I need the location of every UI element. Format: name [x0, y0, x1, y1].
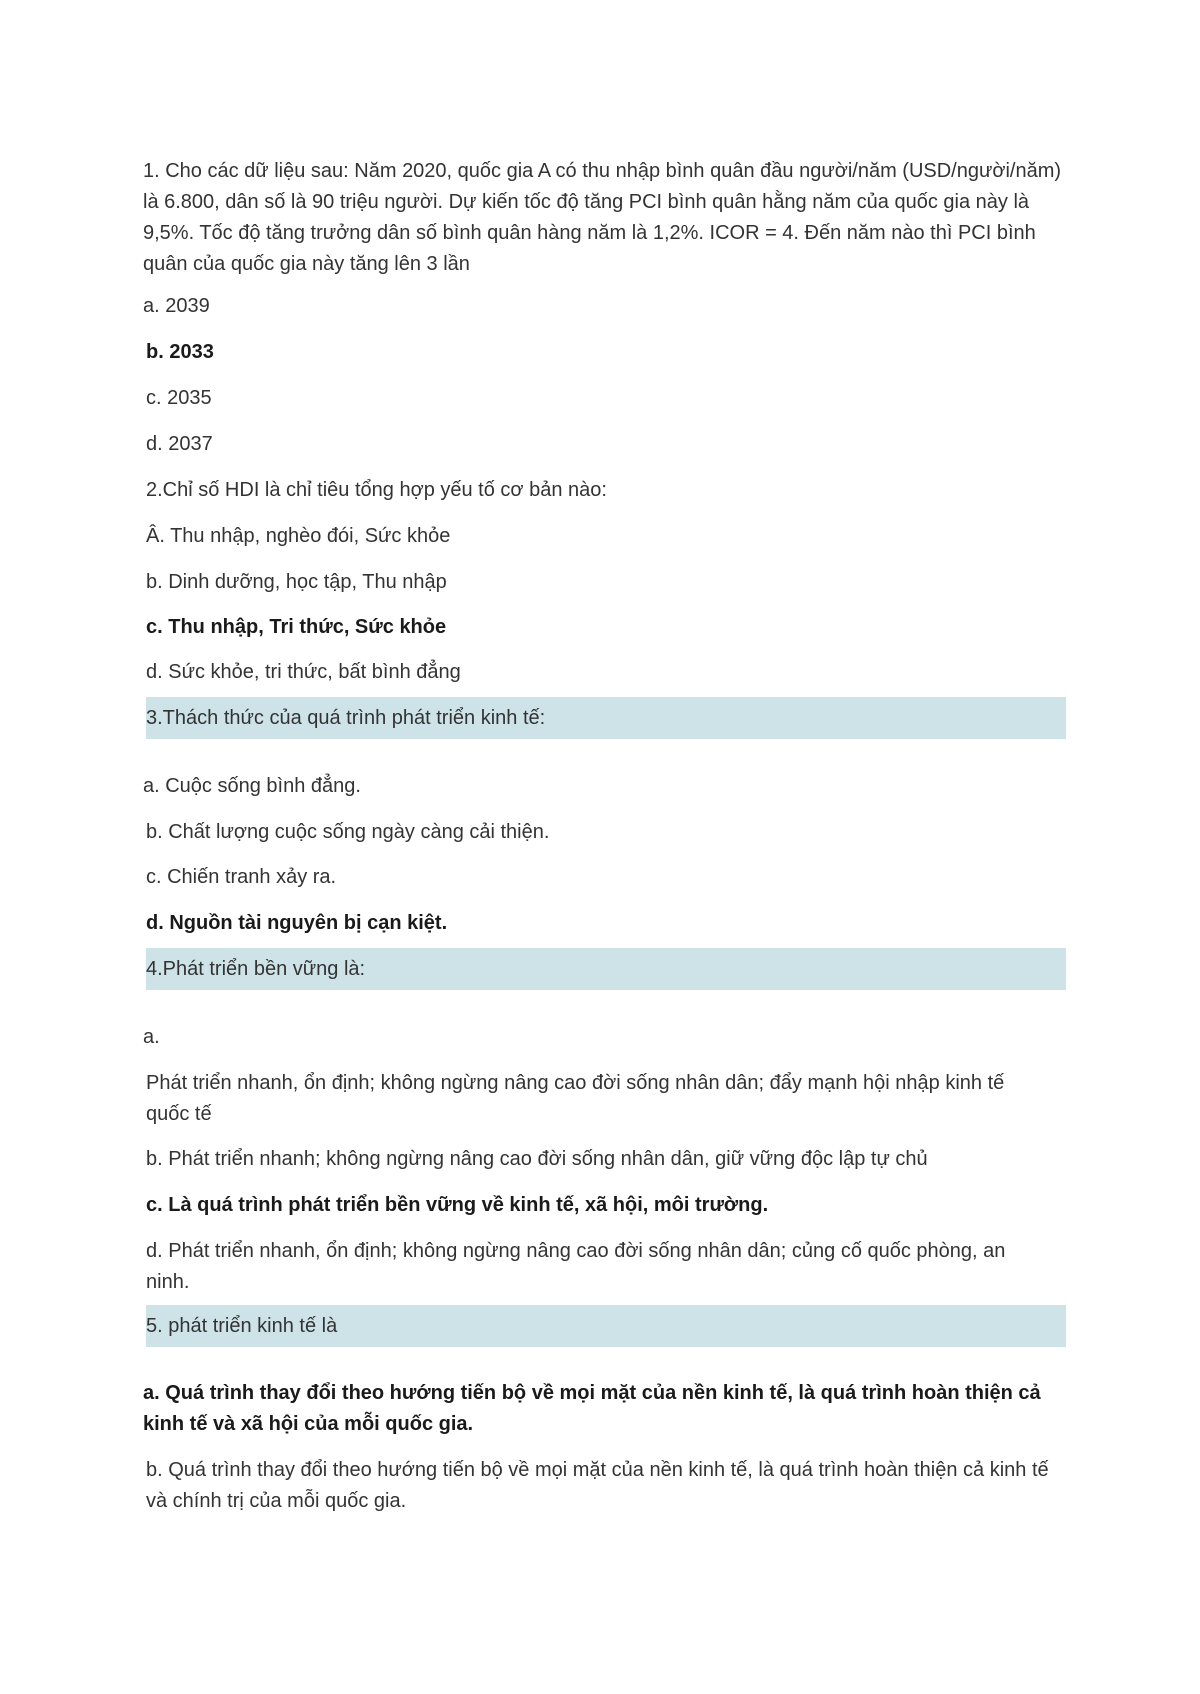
question-3-option-a: a. Cuộc sống bình đẳng. — [143, 775, 361, 797]
question-5-option-b: b. Quá trình thay đổi theo hướng tiến bộ về mọi mặt của nền kinh tế, là quá trình hoàn thiện cả kinh tế và chính trị của mỗi quốc gia. — [146, 1459, 1049, 1512]
question-4-option-b: b. Phát triển nhanh; không ngừng nâng cao đời sống nhân dân, giữ vững độc lập tự chủ — [146, 1148, 928, 1170]
question-2-option-d: d. Sức khỏe, tri thức, bất bình đẳng — [146, 661, 461, 683]
question-4-stem: 4.Phát triển bền vững là: — [146, 958, 366, 980]
question-3-stem: 3.Thách thức của quá trình phát triển kinh tế: — [146, 707, 546, 729]
question-2-option-a: Â. Thu nhập, nghèo đói, Sức khỏe — [146, 525, 451, 547]
question-2-stem: 2.Chỉ số HDI là chỉ tiêu tổng hợp yếu tố cơ bản nào: — [146, 479, 607, 501]
question-2-option-c-correct: c. Thu nhập, Tri thức, Sức khỏe — [146, 616, 447, 638]
question-4-option-a-label: a. — [143, 1026, 160, 1048]
question-1-stem: 1. Cho các dữ liệu sau: Năm 2020, quốc gia A có thu nhập bình quân đầu người/năm (USD/người/năm) là 6.800, dân số là 90 triệu người. Dự kiến tốc độ tăng PCI bình quân hằng năm của quốc gia này là 9,5%. Tốc độ tăng trưởng dân số bình quân hàng năm là 1,2%. ICOR = 4. Đến năm nào thì PCI bình quân của quốc gia này tăng lên 3 lần — [143, 160, 1062, 275]
question-1-option-c: c. 2035 — [146, 387, 212, 409]
question-3-option-c: c. Chiến tranh xảy ra. — [146, 866, 337, 888]
question-1-option-b-correct: b. 2033 — [146, 341, 214, 363]
question-2-option-b: b. Dinh dưỡng, học tập, Thu nhập — [146, 571, 447, 593]
question-4-option-c-correct: c. Là quá trình phát triển bền vững về kinh tế, xã hội, môi trường. — [146, 1194, 769, 1216]
question-5-option-a-correct: a. Quá trình thay đổi theo hướng tiến bộ về mọi mặt của nền kinh tế, là quá trình hoàn thiện cả kinh tế và xã hội của mỗi quốc gia. — [143, 1382, 1041, 1435]
question-1-option-a: a. 2039 — [143, 295, 210, 317]
question-3-option-d-correct: d. Nguồn tài nguyên bị cạn kiệt. — [146, 912, 448, 934]
question-4-option-a: Phát triển nhanh, ổn định; không ngừng nâng cao đời sống nhân dân; đẩy mạnh hội nhập kinh tế quốc tế — [146, 1072, 1005, 1125]
question-3-option-b: b. Chất lượng cuộc sống ngày càng cải thiện. — [146, 821, 550, 843]
question-4-option-d: d. Phát triển nhanh, ổn định; không ngừng nâng cao đời sống nhân dân; củng cố quốc phòng, an ninh. — [146, 1240, 1006, 1293]
question-5-stem: 5. phát triển kinh tế là — [146, 1315, 338, 1337]
question-1-option-d: d. 2037 — [146, 433, 213, 455]
